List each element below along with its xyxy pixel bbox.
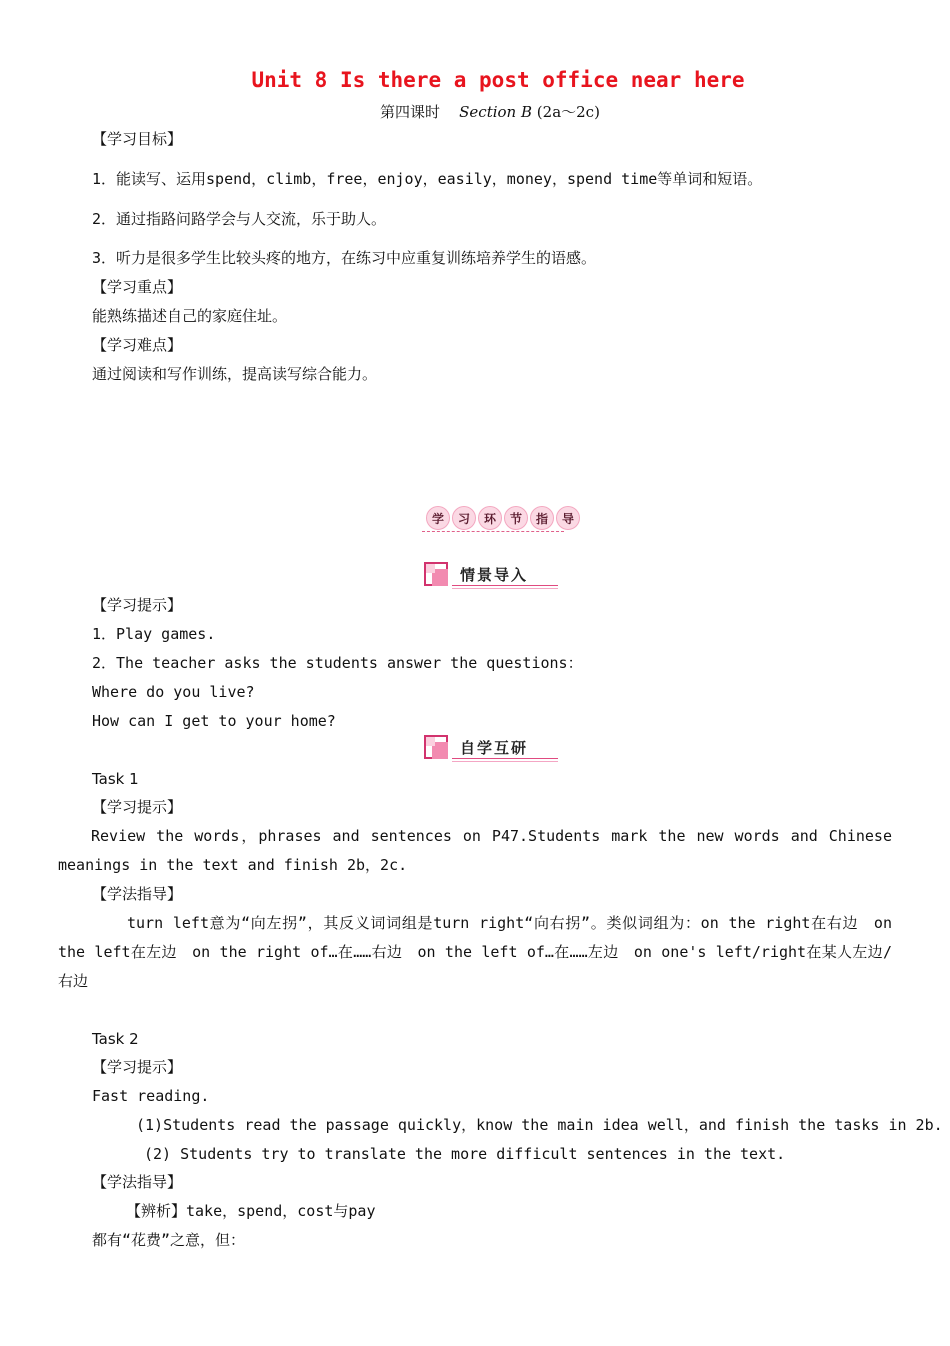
guide-heading: 【学法指导】 <box>92 1173 183 1191</box>
hint-heading: 【学习提示】 <box>92 798 183 816</box>
task-title: Task 2 <box>92 1030 139 1048</box>
section-range: (2a～2c) <box>536 103 600 121</box>
banner-char: 学 <box>426 506 450 530</box>
section-label: 自学互研 <box>460 739 529 757</box>
banner-char: 环 <box>478 506 502 530</box>
difficulties-heading: 【学习难点】 <box>92 336 183 354</box>
section-underline <box>452 758 558 759</box>
key-points-text: 能熟练描述自己的家庭住址。 <box>92 307 288 325</box>
hint-heading: 【学习提示】 <box>92 596 183 614</box>
banner-char: 指 <box>530 506 554 530</box>
hint-heading: 【学习提示】 <box>92 1058 183 1076</box>
section-square-accent <box>426 564 435 573</box>
hint-line: 1．Play games. <box>92 625 216 643</box>
section-header-scenario <box>424 560 558 588</box>
guide-heading: 【学法指导】 <box>92 885 183 903</box>
task-title: Task 1 <box>92 770 139 788</box>
section-label: 情景导入 <box>460 566 529 584</box>
objective-item: 3．听力是很多学生比较头疼的地方，在练习中应重复训练培养学生的语感。 <box>92 249 597 267</box>
banner-char: 导 <box>556 506 580 530</box>
section-square-accent <box>426 737 435 746</box>
page-subtitle <box>0 101 950 122</box>
key-points-heading: 【学习重点】 <box>92 278 183 296</box>
hint-line: 2．The teacher asks the students answer the questions： <box>92 654 583 672</box>
task2-step: (2) Students try to translate the more difficult sentences in the text. <box>144 1145 786 1163</box>
task2-step: (1)Students read the passage quickly，know the main idea well，and finish the tasks in 2b. <box>136 1116 943 1134</box>
section-label: Section B <box>459 103 533 121</box>
objective-item: 1．能读写、运用spend，climb，free，enjoy，easily，money，spend time等单词和短语。 <box>92 170 763 188</box>
lesson-label: 第四课时 <box>380 103 441 121</box>
banner-char: 节 <box>504 506 528 530</box>
hint-line: How can I get to your home? <box>92 712 336 730</box>
banner-char: 习 <box>452 506 476 530</box>
objectives-heading: 【学习目标】 <box>92 130 183 148</box>
section-header-self-study <box>424 733 558 761</box>
analysis-note: 都有“花费”之意，但： <box>92 1231 246 1249</box>
task1-hint-text: Review the words，phrases and sentences on P47.Students mark the new words and Chinese meanings in the text and finish 2b，2c. <box>58 827 892 874</box>
difficulties-text: 通过阅读和写作训练，提高读写综合能力。 <box>92 365 378 383</box>
fast-reading-text: Fast reading. <box>92 1087 210 1105</box>
hint-line: Where do you live? <box>92 683 255 701</box>
page-title: Unit 8 Is there a post office near here <box>251 68 745 92</box>
section-underline <box>452 588 558 589</box>
section-underline <box>452 585 558 586</box>
section-underline <box>452 761 558 762</box>
objective-item: 2．通过指路问路学会与人交流，乐于助人。 <box>92 210 387 228</box>
task1-guide-text: turn left意为“向左拐”，其反义词词组是turn right“向右拐”。类似词组为：on the right在右边 on the left在左边 on the right of…在……右边 on the left of…在……左边 on one's left/right在某人左边/右边 <box>58 914 892 990</box>
study-guide-banner <box>422 503 574 533</box>
banner-divider <box>422 531 564 532</box>
analysis-heading: 【辨析】take，spend，cost与pay <box>126 1202 376 1220</box>
